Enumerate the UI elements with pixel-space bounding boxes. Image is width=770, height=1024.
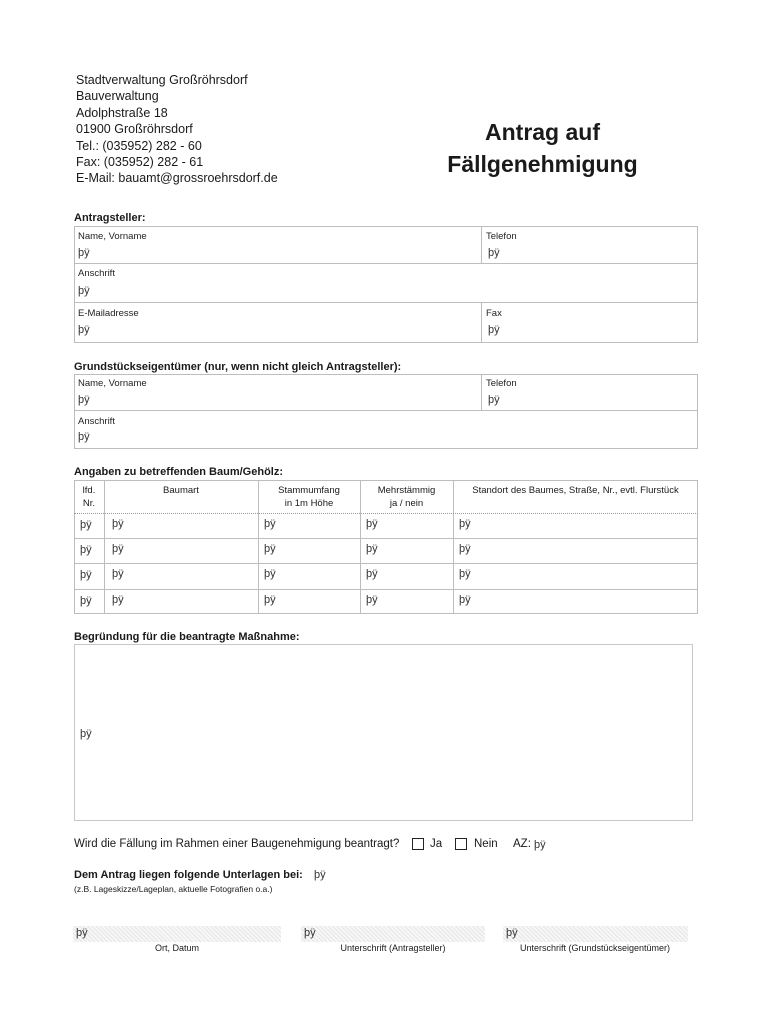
attachments-heading: Dem Antrag liegen folgende Unterlagen bei: <box>74 869 303 881</box>
applicant-name-field[interactable]: þÿ <box>78 247 90 259</box>
col-multi-header-line: Mehrstämmig <box>377 485 436 496</box>
applicant-box <box>74 226 698 343</box>
reason-heading: Begründung für die beantragte Maßnahme: <box>74 631 300 643</box>
divider <box>481 374 482 410</box>
address-line: Adolphstraße 18 <box>76 105 168 120</box>
col-girth-header <box>258 484 360 510</box>
owner-heading: Grundstückseigentümer (nur, wenn nicht gleich Antragsteller): <box>74 361 402 373</box>
owner-phone-label: Telefon <box>486 378 517 389</box>
col-nr-header-line: lfd. <box>82 485 96 496</box>
tree-cell[interactable]: þÿ <box>264 568 276 580</box>
col-girth-header-line: Stammumfang <box>278 485 340 496</box>
name-label: Name, Vorname <box>78 231 147 242</box>
tree-cell[interactable]: þÿ <box>112 518 124 530</box>
tree-cell[interactable]: þÿ <box>80 544 92 556</box>
yes-label: Ja <box>430 838 443 850</box>
header-divider <box>74 513 698 514</box>
tree-cell[interactable]: þÿ <box>112 594 124 606</box>
divider <box>74 563 698 564</box>
reason-field[interactable] <box>74 644 693 821</box>
applicant-heading: Antragsteller: <box>74 212 146 224</box>
tree-cell[interactable]: þÿ <box>80 569 92 581</box>
attachments-field[interactable]: þÿ <box>314 869 326 881</box>
no-label: Nein <box>474 838 498 850</box>
divider <box>104 480 105 614</box>
tree-cell[interactable]: þÿ <box>459 594 471 606</box>
permit-question: Wird die Fällung im Rahmen einer Baugenehmigung beantragt? <box>74 838 400 850</box>
divider <box>74 302 698 303</box>
col-multi-header <box>360 484 453 510</box>
applicant-email-field[interactable]: þÿ <box>78 324 90 336</box>
place-date-label: Ort, Datum <box>154 943 199 953</box>
field-placeholder: þÿ <box>304 927 316 939</box>
tree-cell[interactable]: þÿ <box>264 518 276 530</box>
owner-name-field[interactable]: þÿ <box>78 394 90 406</box>
address-line: Fax: (035952) 282 - 61 <box>76 155 204 170</box>
owner-signature-label: Unterschrift (Grundstückseigentümer) <box>519 943 671 953</box>
fax-label: Fax <box>486 308 502 319</box>
az-field[interactable]: þÿ <box>534 839 546 851</box>
owner-signature-field[interactable] <box>503 926 688 942</box>
tree-cell[interactable]: þÿ <box>366 518 378 530</box>
divider <box>74 589 698 590</box>
owner-address-label: Anschrift <box>78 416 115 427</box>
tree-cell[interactable]: þÿ <box>112 568 124 580</box>
col-nr-header <box>74 484 104 510</box>
tree-cell[interactable]: þÿ <box>459 518 471 530</box>
divider <box>74 410 698 411</box>
attachments-hint: (z.B. Lageskizze/Lageplan, aktuelle Fotografien o.a.) <box>74 884 273 894</box>
address-label: Anschrift <box>78 268 115 279</box>
form-title <box>425 116 660 180</box>
applicant-phone-field[interactable]: þÿ <box>488 247 500 259</box>
trees-heading: Angaben zu betreffenden Baum/Gehölz: <box>74 466 284 478</box>
divider <box>453 480 454 614</box>
address-line: Tel.: (035952) 282 - 60 <box>76 138 202 153</box>
authority-address <box>76 72 278 187</box>
tree-cell[interactable]: þÿ <box>366 594 378 606</box>
yes-checkbox[interactable] <box>412 838 424 850</box>
place-date-field[interactable] <box>73 926 281 942</box>
owner-phone-field[interactable]: þÿ <box>488 394 500 406</box>
no-checkbox[interactable] <box>455 838 467 850</box>
tree-cell[interactable]: þÿ <box>264 594 276 606</box>
field-placeholder: þÿ <box>506 927 518 939</box>
tree-cell[interactable]: þÿ <box>459 568 471 580</box>
tree-cell[interactable]: þÿ <box>366 543 378 555</box>
col-location-header: Standort des Baumes, Straße, Nr., evtl. Flurstück <box>472 485 679 496</box>
phone-label: Telefon <box>486 231 517 242</box>
email-label: E-Mailadresse <box>78 308 139 319</box>
applicant-address-field[interactable]: þÿ <box>78 285 90 297</box>
field-placeholder: þÿ <box>76 927 88 939</box>
applicant-fax-field[interactable]: þÿ <box>488 324 500 336</box>
tree-cell[interactable]: þÿ <box>80 519 92 531</box>
tree-cell[interactable]: þÿ <box>80 595 92 607</box>
applicant-signature-label: Unterschrift (Antragsteller) <box>340 943 446 953</box>
owner-name-label: Name, Vorname <box>78 378 147 389</box>
tree-cell[interactable]: þÿ <box>112 543 124 555</box>
form-title-line: Antrag auf <box>485 119 600 145</box>
divider <box>74 538 698 539</box>
form-title-line: Fällgenehmigung <box>447 151 638 177</box>
address-line: 01900 Großröhrsdorf <box>76 122 193 137</box>
address-line: Bauverwaltung <box>76 89 159 104</box>
owner-box <box>74 374 698 449</box>
col-nr-header-line: Nr. <box>82 498 96 509</box>
address-line: E-Mail: bauamt@grossroehrsdorf.de <box>76 171 278 186</box>
divider <box>74 263 698 264</box>
divider <box>481 226 482 263</box>
tree-cell[interactable]: þÿ <box>264 543 276 555</box>
az-label: AZ: <box>513 838 531 850</box>
owner-address-field[interactable]: þÿ <box>78 431 90 443</box>
divider <box>481 302 482 343</box>
tree-cell[interactable]: þÿ <box>459 543 471 555</box>
col-species-header: Baumart <box>163 485 199 496</box>
tree-cell[interactable]: þÿ <box>366 568 378 580</box>
col-girth-header-line: in 1m Höhe <box>284 498 334 509</box>
applicant-signature-field[interactable] <box>301 926 485 942</box>
col-multi-header-line: ja / nein <box>389 498 424 509</box>
reason-placeholder: þÿ <box>80 728 92 740</box>
address-line: Stadtverwaltung Großröhrsdorf <box>76 73 248 87</box>
